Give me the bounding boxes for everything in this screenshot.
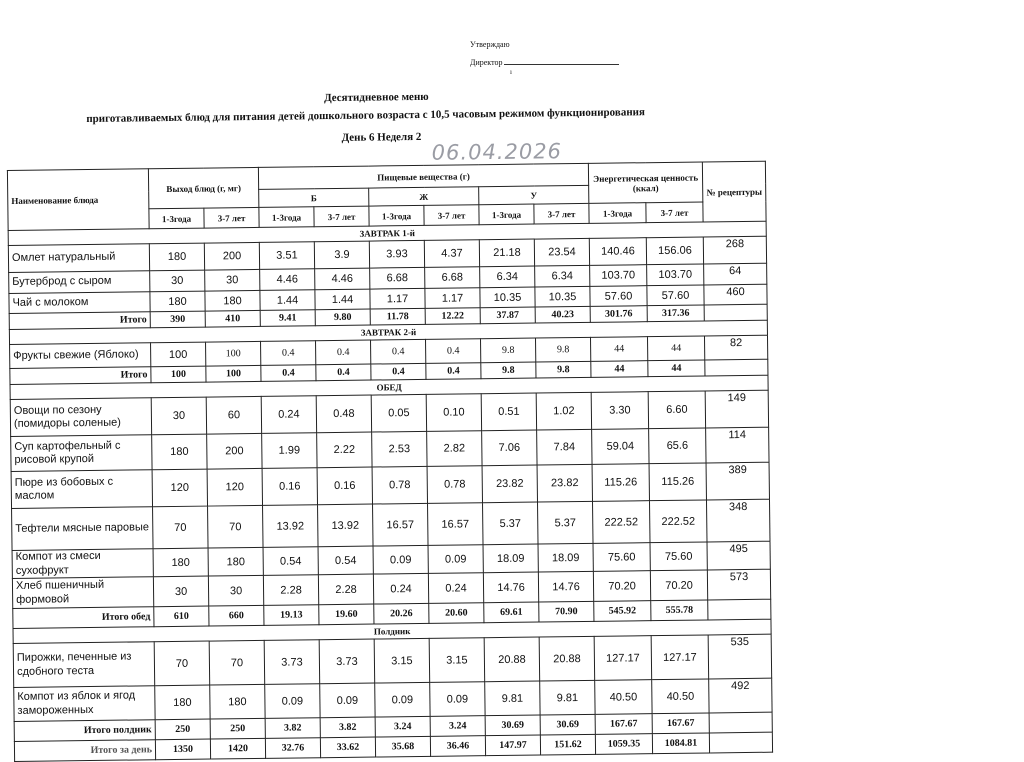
recipe-number: 460 [704, 284, 767, 305]
total-recipe-empty [709, 712, 772, 733]
header-recipe: № рецептуры [702, 161, 766, 222]
carbs-1-3: 5.37 [483, 502, 539, 545]
energy-1-3: 70.20 [593, 571, 650, 602]
total-energy-3-7: 317.36 [647, 305, 704, 322]
protein-1-3: 4.46 [260, 269, 315, 291]
energy-3-7: 44 [648, 336, 705, 361]
total-fat-3-7: 0.4 [426, 363, 481, 380]
yield-1-3: 30 [150, 270, 205, 292]
energy-3-7: 6.60 [648, 391, 705, 429]
energy-3-7: 222.52 [650, 500, 708, 543]
header-age-3-7: 3-7 лет [314, 206, 369, 227]
carbs-1-3: 23.82 [482, 465, 537, 503]
grand-total-energy-1-3: 1059.35 [595, 734, 652, 755]
fat-3-7: 0.10 [426, 394, 481, 432]
total-protein-3-7: 3.82 [320, 717, 375, 738]
fat-3-7: 0.78 [427, 466, 482, 504]
yield-1-3: 180 [153, 548, 208, 577]
yield-3-7: 70 [209, 640, 265, 685]
recipe-number: 114 [706, 427, 769, 463]
total-fat-1-3: 3.24 [375, 716, 430, 737]
yield-3-7: 30 [205, 269, 260, 291]
dish-name: Омлет натуральный [8, 244, 149, 273]
fat-1-3: 0.4 [371, 339, 426, 364]
total-carbs-1-3: 37.87 [480, 307, 535, 324]
yield-1-3: 180 [155, 685, 210, 720]
fat-3-7: 0.09 [428, 545, 483, 574]
protein-3-7: 0.4 [316, 340, 371, 365]
director-signature-line [470, 58, 619, 67]
header-age-3-7: 3-7 лет [424, 205, 479, 226]
carbs-3-7: 9.8 [536, 337, 591, 362]
total-carbs-3-7: 70.90 [539, 601, 594, 622]
fat-1-3: 0.24 [373, 573, 428, 604]
energy-3-7: 127.17 [651, 635, 709, 680]
carbs-1-3: 21.18 [479, 239, 534, 267]
total-label: Итого [9, 312, 150, 330]
energy-1-3: 140.46 [589, 238, 646, 266]
total-recipe-empty [705, 359, 768, 376]
protein-3-7: 3.9 [314, 241, 369, 269]
yield-1-3: 70 [154, 641, 210, 686]
protein-1-3: 13.92 [263, 505, 319, 548]
energy-1-3: 44 [591, 337, 648, 362]
carbs-3-7: 5.37 [538, 501, 594, 544]
total-energy-1-3: 301.76 [590, 306, 647, 323]
total-energy-1-3: 44 [591, 361, 648, 378]
protein-3-7: 2.22 [317, 432, 372, 468]
recipe-number: 64 [704, 263, 767, 285]
header-age-3-7: 3-7 лет [204, 207, 259, 228]
protein-3-7: 3.73 [319, 639, 375, 684]
total-yield-1-3: 250 [155, 719, 210, 740]
energy-1-3: 103.70 [590, 265, 647, 287]
menu-table [7, 161, 773, 762]
fat-1-3: 0.09 [375, 682, 430, 717]
dish-name: Тефтели мясные паровые [12, 507, 154, 551]
carbs-3-7: 18.09 [538, 543, 593, 572]
total-energy-3-7: 555.78 [651, 600, 708, 621]
fat-3-7: 0.4 [426, 339, 481, 364]
protein-3-7: 4.46 [315, 268, 370, 290]
total-energy-1-3: 167.67 [595, 714, 652, 735]
recipe-number: 149 [705, 390, 768, 428]
total-label: Итого обед [13, 607, 154, 629]
section-title: ЗАВТРАК 1-й [8, 221, 766, 245]
protein-1-3: 1.99 [262, 433, 317, 469]
yield-3-7: 200 [207, 433, 262, 469]
yield-3-7: 180 [205, 290, 260, 311]
total-protein-3-7: 0.4 [316, 364, 371, 381]
total-protein-1-3: 19.13 [264, 605, 319, 626]
dish-name: Пюре из бобовых с маслом [11, 470, 152, 509]
header-age-1-3: 1-3года [149, 208, 204, 229]
energy-3-7: 103.70 [647, 264, 704, 286]
header-energy: Энергетическая ценность (ккал) [588, 162, 702, 203]
dish-name: Пирожки, печенные из сдобного теста [13, 642, 155, 688]
protein-3-7: 0.16 [317, 467, 372, 505]
fat-1-3: 2.53 [372, 431, 427, 467]
carbs-3-7: 6.34 [535, 265, 590, 287]
total-fat-1-3: 11.78 [370, 308, 425, 325]
total-carbs-3-7: 40.23 [535, 306, 590, 323]
total-protein-1-3: 0.4 [261, 365, 316, 382]
fat-1-3: 0.05 [371, 394, 426, 432]
total-fat-3-7: 12.22 [425, 308, 480, 325]
fat-1-3: 0.78 [372, 466, 427, 504]
dish-name: Компот из смеси сухофрукт [12, 549, 153, 579]
total-yield-1-3: 100 [151, 366, 206, 383]
protein-1-3: 0.54 [263, 547, 318, 576]
yield-1-3: 30 [151, 397, 206, 435]
energy-3-7: 65.6 [649, 428, 706, 464]
yield-1-3: 120 [152, 469, 207, 507]
yield-3-7: 30 [208, 575, 263, 606]
dish-name: Фрукты свежие (Яблоко) [10, 343, 151, 369]
protein-1-3: 0.16 [262, 468, 317, 506]
energy-3-7: 156.06 [646, 237, 703, 265]
total-yield-3-7: 250 [210, 718, 265, 739]
fat-1-3: 3.15 [374, 638, 430, 683]
carbs-1-3: 7.06 [482, 430, 537, 466]
recipe-number: 495 [707, 541, 770, 570]
dish-name: Хлеб пшеничный формовой [12, 577, 153, 609]
grand-total-carbs-1-3: 147.97 [485, 735, 540, 756]
signature-line [504, 64, 619, 65]
yield-1-3: 100 [151, 342, 206, 367]
fat-1-3: 6.68 [370, 267, 425, 289]
energy-3-7: 40.50 [652, 679, 709, 714]
header-fat: Ж [369, 187, 479, 206]
total-carbs-1-3: 30.69 [485, 715, 540, 736]
energy-1-3: 222.52 [593, 501, 651, 544]
carbs-1-3: 9.8 [481, 338, 536, 363]
dish-name: Бутерброд с сыром [9, 271, 150, 294]
total-fat-1-3: 20.26 [374, 603, 429, 624]
menu-document [6, 86, 786, 757]
recipe-number: 535 [708, 634, 772, 679]
fat-1-3: 0.09 [373, 545, 428, 574]
total-yield-3-7: 100 [206, 365, 261, 382]
energy-1-3: 127.17 [594, 636, 652, 681]
fat-3-7: 3.15 [429, 638, 485, 683]
grand-total-protein-1-3: 32.76 [265, 738, 320, 759]
grand-total-fat-3-7: 36.46 [430, 736, 485, 757]
recipe-number: 348 [707, 499, 771, 542]
recipe-number: 573 [707, 569, 770, 600]
yield-3-7: 180 [208, 547, 263, 576]
total-energy-3-7: 44 [648, 360, 705, 377]
carbs-3-7: 10.35 [535, 286, 590, 307]
grand-total-yield-3-7: 1420 [210, 738, 265, 759]
total-yield-3-7: 410 [205, 310, 260, 327]
protein-1-3: 0.24 [261, 396, 316, 434]
carbs-3-7: 23.82 [537, 464, 592, 502]
header-dish-name: Наименование блюда [7, 169, 149, 231]
total-label: Итого [10, 367, 151, 385]
header-age-1-3: 1-3года [369, 205, 424, 226]
protein-1-3: 0.4 [261, 341, 316, 366]
menu-title: Десятидневное меню [323, 90, 429, 105]
carbs-1-3: 14.76 [483, 572, 538, 603]
protein-1-3: 2.28 [263, 575, 318, 606]
yield-1-3: 180 [150, 291, 205, 312]
total-yield-1-3: 610 [154, 606, 209, 627]
total-fat-1-3: 0.4 [371, 363, 426, 380]
total-carbs-1-3: 9.8 [481, 362, 536, 379]
protein-3-7: 0.09 [320, 683, 375, 718]
grand-total-recipe-empty [709, 732, 772, 753]
header-yield: Выход блюд (г, мг) [148, 167, 258, 208]
total-label: Итого полдник [14, 720, 155, 742]
yield-3-7: 180 [210, 684, 265, 719]
total-carbs-3-7: 30.69 [540, 714, 595, 735]
carbs-3-7: 20.88 [539, 636, 595, 681]
grand-total-label: Итого за день [14, 740, 155, 762]
section-title: ОБЕД [10, 375, 768, 399]
carbs-3-7: 23.54 [534, 238, 589, 266]
approval-label: Утверждаю [470, 40, 510, 49]
yield-3-7: 70 [208, 505, 264, 548]
yield-1-3: 70 [153, 506, 209, 549]
yield-3-7: 120 [207, 468, 262, 506]
dish-name: Овощи по сезону (помидоры соленые) [10, 398, 151, 437]
fat-3-7: 16.57 [428, 503, 484, 546]
fat-3-7: 0.24 [428, 573, 483, 604]
header-age-1-3: 1-3года [259, 207, 314, 228]
yield-3-7: 100 [206, 341, 261, 366]
total-energy-3-7: 167.67 [652, 713, 709, 734]
energy-1-3: 3.30 [591, 392, 648, 430]
carbs-1-3: 18.09 [483, 544, 538, 573]
energy-3-7: 75.60 [650, 542, 707, 571]
yield-3-7: 60 [206, 396, 261, 434]
header-carbs: У [479, 185, 589, 204]
protein-1-3: 3.73 [264, 640, 320, 685]
total-fat-3-7: 3.24 [430, 716, 485, 737]
energy-1-3: 75.60 [593, 543, 650, 572]
yield-1-3: 180 [149, 243, 204, 271]
total-protein-1-3: 3.82 [265, 718, 320, 739]
carbs-3-7: 1.02 [536, 392, 591, 430]
total-recipe-empty [704, 304, 767, 321]
grand-total-protein-3-7: 33.62 [320, 737, 375, 758]
carbs-1-3: 0.51 [481, 393, 536, 431]
protein-3-7: 13.92 [318, 504, 374, 547]
total-protein-3-7: 19.60 [319, 604, 374, 625]
total-carbs-3-7: 9.8 [536, 361, 591, 378]
total-fat-3-7: 20.60 [429, 603, 484, 624]
signature-tick: ı [510, 68, 512, 76]
dish-name: Суп картофельный с рисовой крупой [11, 435, 152, 472]
total-protein-3-7: 9.80 [315, 309, 370, 326]
grand-total-yield-1-3: 1350 [155, 739, 210, 760]
carbs-3-7: 14.76 [538, 571, 593, 602]
fat-3-7: 0.09 [430, 682, 485, 717]
carbs-3-7: 7.84 [537, 429, 592, 465]
energy-3-7: 70.20 [650, 570, 707, 601]
protein-3-7: 0.48 [316, 395, 371, 433]
protein-3-7: 0.54 [318, 546, 373, 575]
section-title: Полдник [13, 619, 771, 643]
total-yield-1-3: 390 [150, 311, 205, 328]
fat-1-3: 3.93 [369, 240, 424, 268]
header-age-1-3: 1-3года [589, 203, 646, 224]
carbs-3-7: 9.81 [540, 680, 595, 715]
fat-3-7: 4.37 [424, 240, 479, 268]
energy-1-3: 57.60 [590, 286, 647, 307]
carbs-1-3: 20.88 [484, 637, 540, 682]
grand-total-carbs-3-7: 151.62 [540, 734, 595, 755]
yield-3-7: 200 [204, 242, 259, 270]
dish-name: Чай с молоком [9, 292, 150, 314]
total-yield-3-7: 660 [209, 605, 264, 626]
yield-1-3: 180 [152, 434, 207, 470]
section-title: ЗАВТРАК 2-й [9, 320, 767, 344]
total-recipe-empty [708, 599, 771, 620]
protein-1-3: 0.09 [265, 684, 320, 719]
energy-3-7: 57.60 [647, 285, 704, 306]
protein-1-3: 3.51 [259, 242, 314, 270]
carbs-1-3: 6.34 [480, 266, 535, 288]
handwritten-date: 06.04.2026 [431, 139, 563, 165]
header-protein: Б [259, 188, 369, 207]
total-energy-1-3: 545.92 [594, 601, 651, 622]
total-carbs-1-3: 69.61 [484, 602, 539, 623]
recipe-number: 492 [709, 678, 772, 713]
recipe-number: 268 [703, 236, 766, 264]
grand-total-fat-1-3: 35.68 [375, 736, 430, 757]
protein-3-7: 2.28 [318, 574, 373, 605]
protein-3-7: 1.44 [315, 289, 370, 310]
yield-1-3: 30 [153, 576, 208, 607]
energy-1-3: 115.26 [592, 464, 649, 502]
total-protein-1-3: 9.41 [260, 310, 315, 327]
carbs-1-3: 9.81 [485, 681, 540, 716]
carbs-1-3: 10.35 [480, 287, 535, 308]
header-age-3-7: 3-7 лет [534, 203, 589, 224]
fat-1-3: 1.17 [370, 288, 425, 309]
protein-1-3: 1.44 [260, 290, 315, 311]
header-nutrients: Пищевые вещества (г) [258, 163, 588, 189]
dish-name: Компот из яблок и ягод замороженных [14, 686, 155, 722]
fat-3-7: 6.68 [425, 267, 480, 289]
fat-1-3: 16.57 [373, 503, 429, 546]
header-age-1-3: 1-3года [479, 204, 534, 225]
energy-1-3: 59.04 [592, 429, 649, 465]
recipe-number: 82 [705, 335, 768, 360]
recipe-number: 389 [706, 462, 769, 500]
grand-total-energy-3-7: 1084.81 [652, 733, 709, 754]
fat-3-7: 1.17 [425, 288, 480, 309]
energy-3-7: 115.26 [649, 463, 706, 501]
fat-3-7: 2.82 [427, 431, 482, 467]
menu-subtitle: приготавливаемых блюд для питания детей дошкольного возраста с 10,5 часовым режимом функционирования [86, 106, 645, 126]
energy-1-3: 40.50 [595, 680, 652, 715]
director-label: Директор [470, 58, 503, 67]
menu-day-week: День 6 Неделя 2 [341, 130, 422, 144]
header-age-3-7: 3-7 лет [646, 202, 703, 223]
